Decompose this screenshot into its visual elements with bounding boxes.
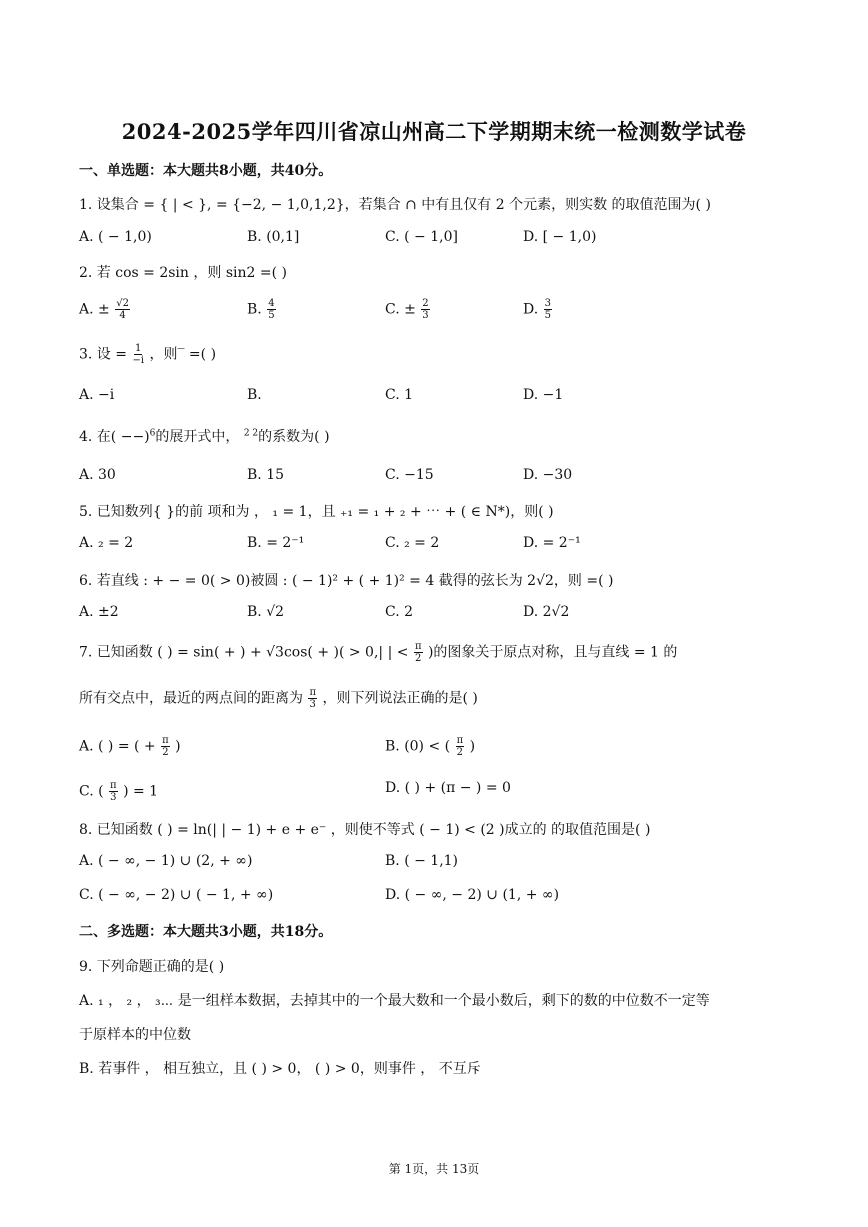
fraction-numerator: π — [456, 735, 464, 746]
question-7-stem-line2 — [79, 687, 478, 710]
question-5-option-c: C. ₂ = 2 — [385, 535, 440, 551]
stem-text: ，则下列说法正确的是( ) — [322, 690, 478, 707]
exponent: 2 2 — [243, 428, 259, 439]
fraction-numerator: π — [110, 780, 117, 791]
option-tail: ) = 1 — [123, 783, 159, 800]
question-5-option-d: D. = 2⁻¹ — [523, 535, 581, 551]
option-label: A. ( ) = ( + — [79, 738, 156, 755]
option-label: B. (0) < ( — [385, 738, 451, 755]
section-heading-single-choice: 一、单选题：本大题共8小题，共40分。 — [79, 163, 333, 179]
option-tail: ) — [175, 738, 181, 755]
stem-text: 7. 已知函数 ( ) = sin( + ) + √3cos( + )( > 0,| | < — [79, 644, 409, 661]
fraction-denominator: 4 — [119, 310, 126, 321]
section-heading-multiple-choice: 二、多选题：本大题共3小题，共18分。 — [79, 924, 333, 940]
fraction — [115, 298, 130, 321]
question-3-option-a: A. −i — [79, 387, 115, 403]
fraction-denominator: 3 — [110, 792, 117, 803]
fraction-denominator: 5 — [544, 310, 552, 321]
question-6-option-a: A. ±2 — [79, 604, 119, 620]
stem-text: )的图象关于原点对称，且与直线 = 1 的 — [427, 644, 678, 661]
fraction-denominator: 3 — [309, 699, 316, 710]
fraction — [161, 735, 170, 758]
stem-text: 的展开式中， — [155, 429, 244, 445]
question-8-option-a: A. ( − ∞, − 1) ∪ (2, + ∞) — [79, 853, 253, 869]
option-tail: ) — [469, 738, 476, 755]
question-9-option-b: B. 若事件 ， 相互独立，且 ( ) > 0， ( ) > 0，则事件 ， 不互斥 — [79, 1061, 481, 1077]
question-2-option-b — [247, 298, 277, 321]
question-4-option-b: B. 15 — [247, 467, 285, 483]
fraction-numerator: √2 — [116, 298, 129, 309]
fraction-numerator: 3 — [544, 298, 552, 309]
stem-text: 3. 设 = — [79, 346, 127, 363]
fraction-numerator: π — [162, 735, 169, 746]
question-5-stem: 5. 已知数列{ }的前 项和为 ， ₁ = 1，且 ₊₁ = ₁ + ₂ + ⋯ + ( ∈ N*)，则( ) — [79, 504, 554, 520]
question-2-option-c — [385, 298, 431, 321]
option-label: C. ( — [79, 783, 104, 800]
option-label: B. — [247, 301, 262, 318]
question-9-stem: 9. 下列命题正确的是( ) — [79, 959, 225, 975]
question-2-stem: 2. 若 cos = 2sin ，则 sin2 =( ) — [79, 265, 287, 281]
fraction — [421, 298, 429, 321]
stem-text: ，则‾ =( ) — [149, 346, 217, 363]
fraction-denominator: 2 — [415, 653, 422, 664]
stem-text: 所有交点中，最近的两点间的距离为 — [79, 690, 303, 707]
question-6-stem: 6. 若直线 : + − = 0( > 0)被圆 : ( − 1)² + ( + 1)² = 4 截得的弦长为 2√2，则 =( ) — [79, 573, 614, 589]
question-6-option-d: D. 2√2 — [523, 604, 570, 620]
fraction — [109, 780, 118, 803]
question-1-stem: 1. 设集合 = { | < }, = {−2, − 1,0,1,2}，若集合 ∩ 中有且仅有 2 个元素，则实数 的取值范围为( ) — [79, 197, 711, 213]
fraction-denominator: 2 — [162, 747, 169, 758]
question-4-stem — [79, 426, 330, 446]
page-footer: 第 1页，共 13页 — [388, 1162, 480, 1176]
question-9-option-a-line2: 于原样本的中位数 — [79, 1027, 191, 1043]
question-4-option-d: D. −30 — [523, 467, 573, 483]
question-7-option-c — [79, 780, 158, 803]
fraction-denominator: 2 — [456, 747, 464, 758]
option-label: C. ± — [385, 301, 416, 318]
question-1-option-c: C. ( − 1,0] — [385, 229, 458, 245]
question-4-option-c: C. −15 — [385, 467, 434, 483]
question-8-stem: 8. 已知函数 ( ) = ln(| | − 1) + e + e⁻ ，则使不等式 ( − 1) < (2 )成立的 的取值范围是( ) — [79, 822, 651, 838]
fraction — [414, 641, 423, 664]
stem-text: 的系数为( ) — [258, 429, 330, 445]
fraction — [544, 298, 552, 321]
option-label: A. ± — [79, 301, 110, 318]
question-9-option-a-line1: A. ₁ ， ₂ ， ₃⋯ 是一组样本数据，去掉其中的一个最大数和一个最小数后，剩下的数的中位数不一定等 — [79, 993, 710, 1009]
question-7-stem-line1 — [79, 641, 677, 664]
stem-text: 4. 在( −−) — [79, 429, 150, 445]
question-7-option-b — [385, 735, 475, 758]
fraction-denominator: 5 — [268, 310, 275, 321]
fraction-numerator: π — [414, 641, 422, 652]
question-5-option-a: A. ₂ = 2 — [79, 535, 134, 551]
exam-title: 2024-2025学年四川省凉山州高二下学期期末统一检测数学试卷 — [121, 119, 747, 144]
question-6-option-b: B. √2 — [247, 604, 285, 620]
question-5-option-b: B. = 2⁻¹ — [247, 535, 305, 551]
fraction — [267, 298, 275, 321]
fraction-numerator: 4 — [268, 298, 275, 309]
question-3-option-c: C. 1 — [385, 387, 414, 403]
question-3-stem — [79, 343, 216, 366]
fraction-numerator: 1 — [135, 343, 142, 354]
question-8-option-b: B. ( − 1,1) — [385, 853, 459, 869]
question-2-option-a — [79, 298, 131, 321]
fraction-denominator: 3 — [422, 310, 429, 321]
question-8-option-c: C. ( − ∞, − 2) ∪ ( − 1, + ∞) — [79, 887, 274, 903]
fraction-numerator: π — [309, 687, 317, 698]
question-4-option-a: A. 30 — [79, 467, 116, 483]
question-6-option-c: C. 2 — [385, 604, 414, 620]
question-3-option-d: D. −1 — [523, 387, 564, 403]
question-8-option-d: D. ( − ∞, − 2) ∪ (1, + ∞) — [385, 887, 560, 903]
fraction — [308, 687, 317, 710]
question-7-option-d: D. ( ) + (π − ) = 0 — [385, 780, 511, 796]
question-7-option-a — [79, 735, 181, 758]
fraction — [132, 343, 144, 366]
exponent: 6 — [149, 428, 156, 439]
question-1-option-a: A. ( − 1,0) — [79, 229, 152, 245]
option-label: D. — [523, 301, 539, 318]
question-3-option-b: B. — [247, 387, 262, 403]
question-1-option-d: D. [ − 1,0) — [523, 229, 597, 245]
question-1-option-b: B. (0,1] — [247, 229, 300, 245]
fraction-numerator: 2 — [422, 298, 429, 309]
fraction — [456, 735, 465, 758]
fraction-denominator: −i — [132, 355, 145, 366]
question-2-option-d — [523, 298, 553, 321]
